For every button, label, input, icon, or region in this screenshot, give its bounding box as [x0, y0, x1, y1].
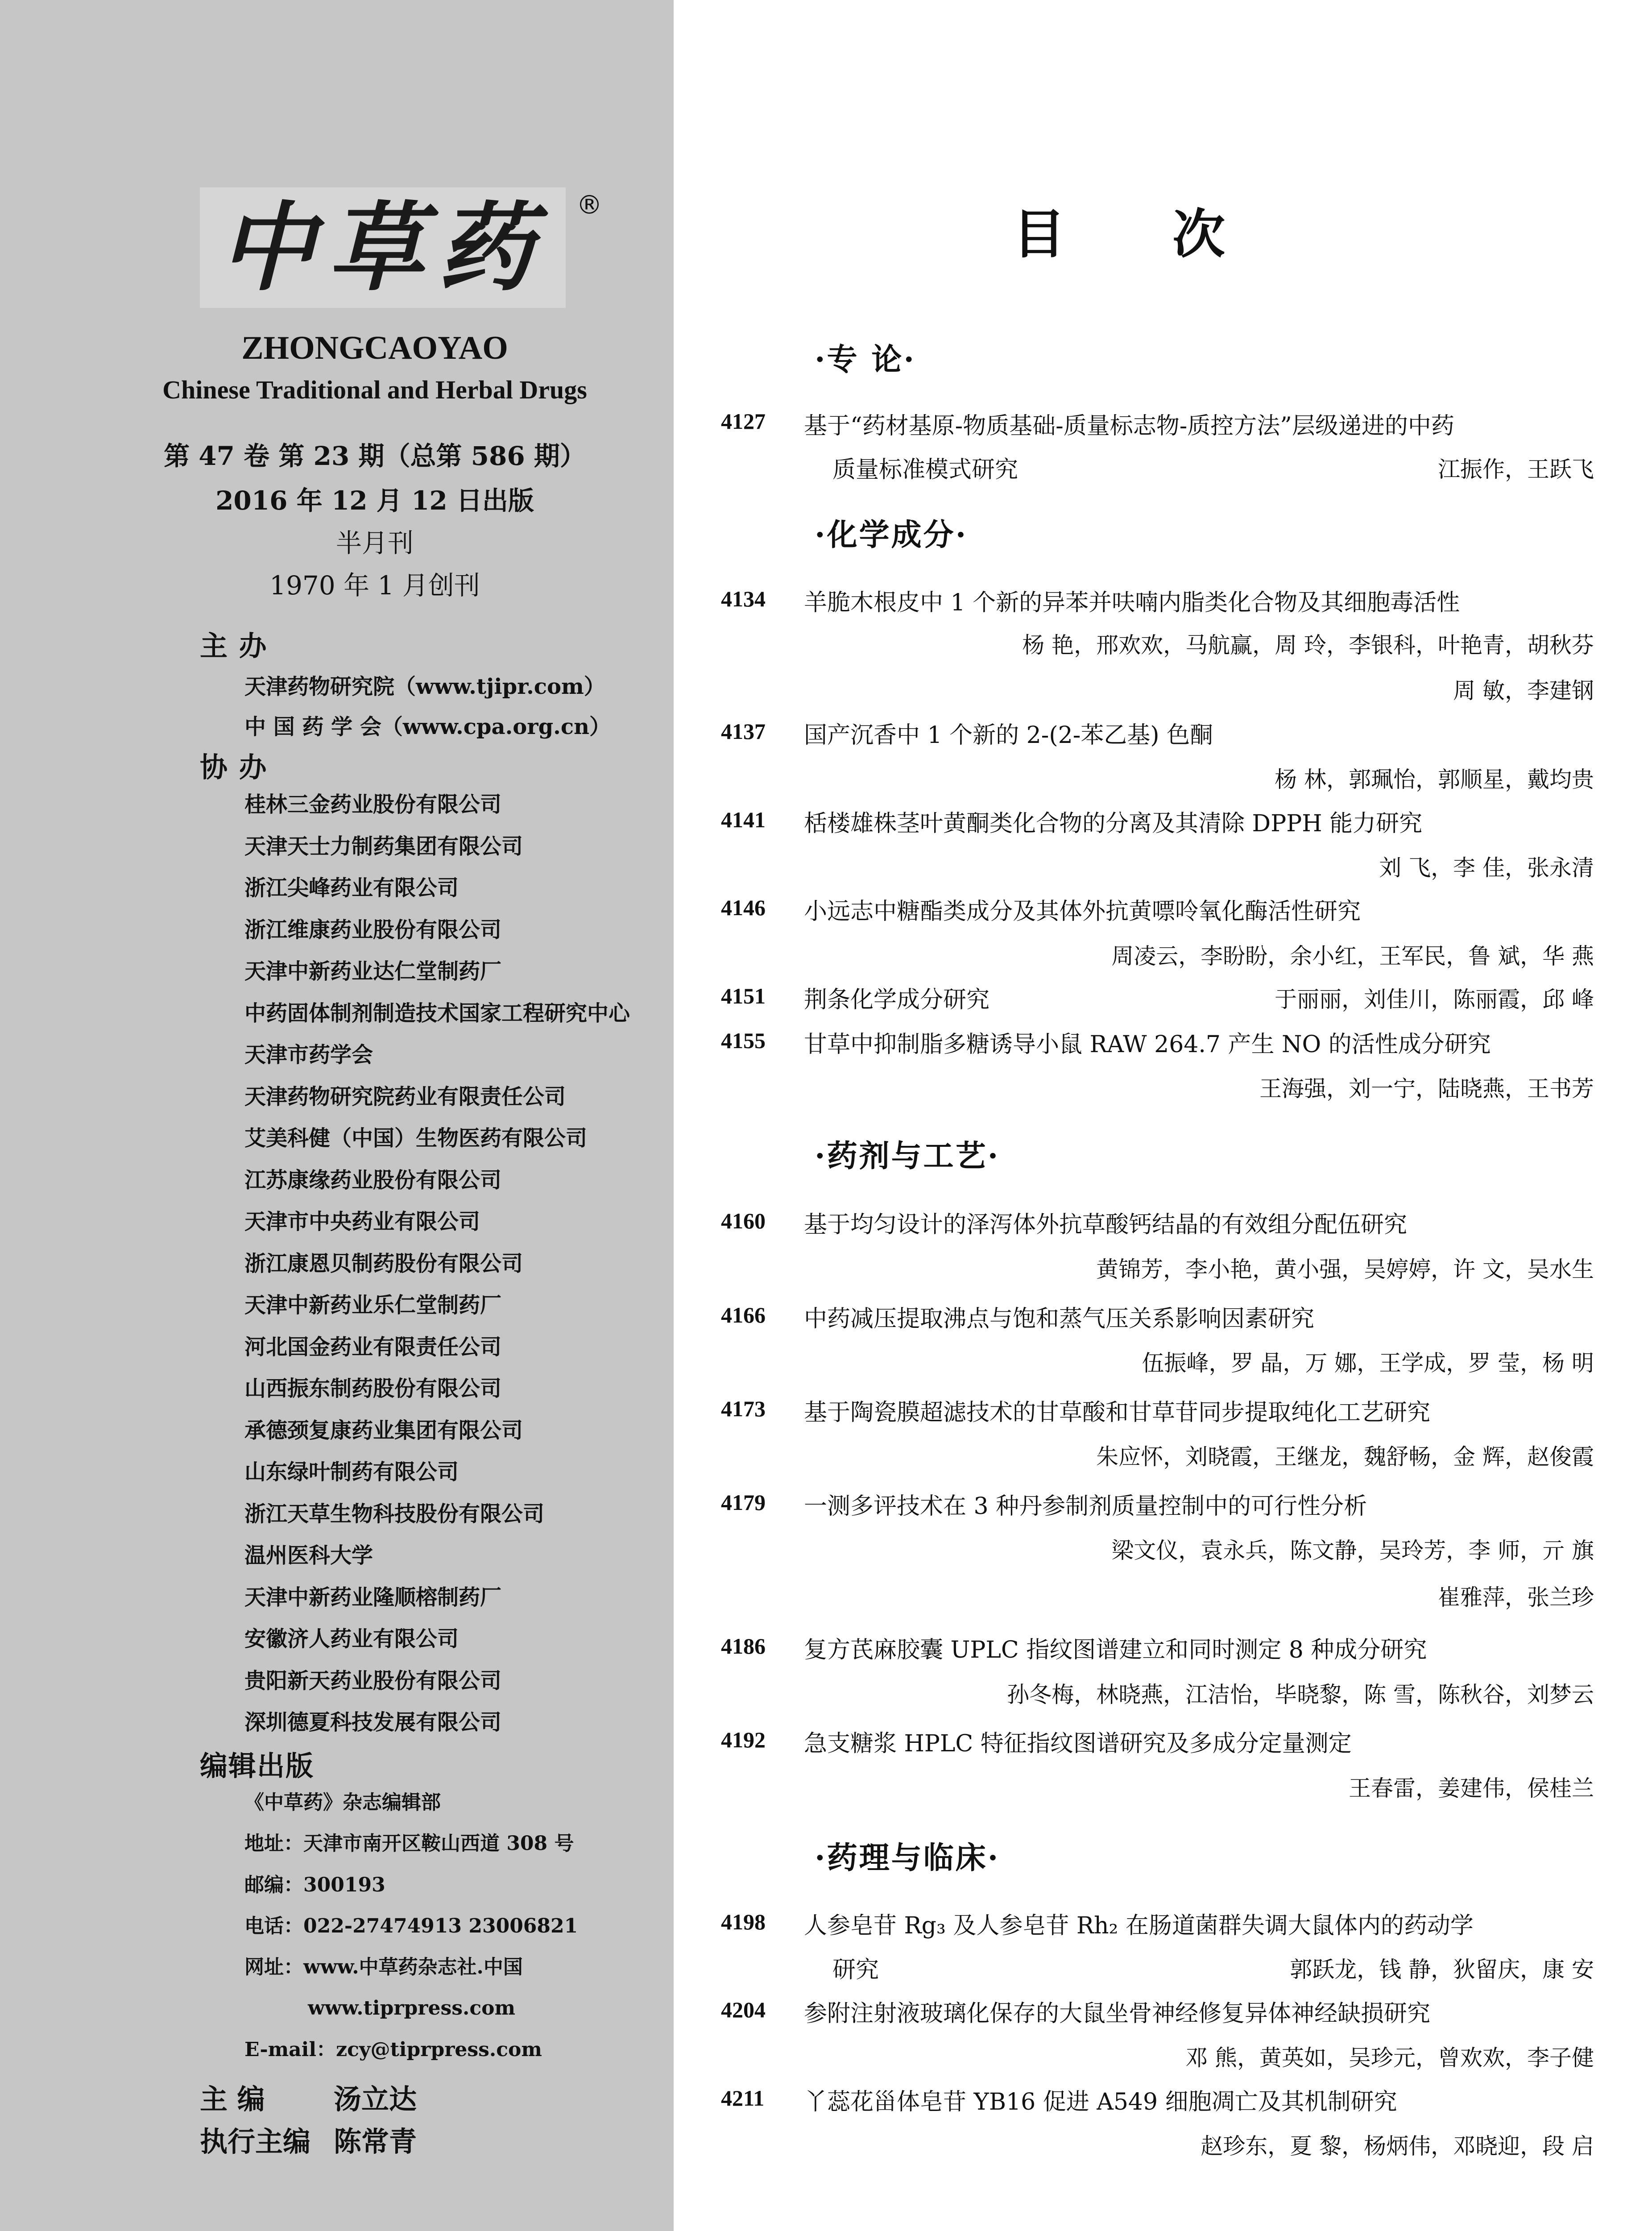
article-page-number: 4204: [721, 1997, 766, 2022]
article-page-number: 4198: [721, 1909, 766, 1934]
co-sponsor-item: 天津市药学会: [244, 1042, 373, 1067]
article-title[interactable]: 羊脆木根皮中 1 个新的异苯并呋喃内脂类化合物及其细胞毒活性: [804, 589, 1460, 616]
co-sponsor-item: 天津天士力制药集团有限公司: [244, 834, 523, 859]
chief-editor-role: 主 编: [200, 2083, 265, 2115]
sponsor-item: 天津药物研究院（www.tjipr.com）: [244, 674, 605, 699]
co-sponsor-item: 天津中新药业达仁堂制药厂: [244, 959, 502, 984]
co-sponsor-item: 河北国金药业有限责任公司: [244, 1334, 502, 1360]
article-authors: 于丽丽，刘佳川，陈丽霞，邱 峰: [1275, 987, 1594, 1012]
article-authors: 邓 熊，黄英如，吴珍元，曾欢欢，李子健: [1185, 2045, 1594, 2071]
chief-editor-name: 汤立达: [334, 2083, 417, 2115]
article-title[interactable]: 基于“药材基原-物质基础-质量标志物-质控方法”层级递进的中药: [804, 413, 1454, 440]
founded-date: 1970 年 1 月创刊: [269, 570, 480, 601]
executive-editor-name: 陈常青: [334, 2125, 417, 2158]
article-authors: 王海强，刘一宁，陆晓燕，王书芳: [1259, 1076, 1594, 1102]
executive-editor-role: 执行主编: [200, 2125, 311, 2158]
article-authors: 周凌云，李盼盼，余小红，王军民，鲁 斌，华 燕: [1111, 943, 1594, 969]
co-sponsor-item: 贵阳新天药业股份有限公司: [244, 1668, 502, 1693]
article-title[interactable]: 国产沉香中 1 个新的 2-(2-苯乙基) 色酮: [804, 722, 1213, 749]
co-sponsor-item: 天津药物研究院药业有限责任公司: [244, 1084, 566, 1109]
article-page-number: 4137: [721, 719, 766, 744]
journal-logo-text: 中草药: [219, 191, 547, 304]
toc-title: 目次: [1013, 203, 1333, 265]
article-authors: 伍振峰，罗 晶，万 娜，王学成，罗 莹，杨 明: [1142, 1350, 1594, 1376]
article-authors: 周 敏，李建钢: [1453, 678, 1594, 704]
article-page-number: 4192: [721, 1727, 766, 1752]
article-title[interactable]: 荆条化学成分研究: [804, 987, 990, 1013]
article-title[interactable]: 一测多评技术在 3 种丹参制剂质量控制中的可行性分析: [804, 1493, 1367, 1520]
article-page-number: 4179: [721, 1490, 766, 1515]
journal-logo: [200, 187, 566, 308]
article-title[interactable]: 急支糖浆 HPLC 特征指纹图谱研究及多成分定量测定: [804, 1730, 1352, 1757]
co-sponsor-item: 天津中新药业乐仁堂制药厂: [244, 1293, 502, 1318]
article-title[interactable]: 复方芪麻胶囊 UPLC 指纹图谱建立和同时测定 8 种成分研究: [804, 1637, 1427, 1663]
article-authors: 杨 林，郭珮怡，郭顺星，戴均贵: [1275, 767, 1594, 792]
co-sponsor-heading: 协 办: [200, 751, 268, 784]
article-authors: 朱应怀，刘晓霞，王继龙，魏舒畅，金 辉，赵俊霞: [1096, 1444, 1594, 1470]
article-authors: 梁文仪，袁永兵，陈文静，吴玲芳，李 师，亓 旗: [1111, 1538, 1594, 1563]
article-authors: 刘 飞，李 佳，张永清: [1379, 855, 1594, 881]
journal-english-subtitle: Chinese Traditional and Herbal Drugs: [162, 375, 587, 404]
executive-editor: [200, 2119, 417, 2159]
article-authors: 郭跃龙，钱 静，狄留庆，康 安: [1290, 1957, 1594, 1982]
category-heading: ·药理与临床·: [815, 1840, 1000, 1876]
article-page-number: 4211: [721, 2086, 765, 2111]
article-page-number: 4186: [721, 1634, 766, 1659]
article-title[interactable]: 人参皂苷 Rg₃ 及人参皂苷 Rh₂ 在肠道菌群失调大鼠体内的药动学: [804, 1912, 1474, 1939]
co-sponsor-item: 艾美科健（中国）生物医药有限公司: [244, 1126, 588, 1151]
article-page-number: 4134: [721, 586, 766, 611]
table-of-contents: [674, 0, 1652, 2231]
publisher-website: 网址：www.中草药杂志社.中国: [244, 1956, 523, 1979]
co-sponsor-item: 中药固体制剂制造技术国家工程研究中心: [244, 1000, 630, 1026]
masthead-sidebar: [0, 0, 674, 2231]
co-sponsor-item: 天津市中央药业有限公司: [244, 1209, 480, 1234]
publisher-postcode: 邮编：300193: [244, 1873, 385, 1896]
publisher-email: E-mail：zcy@tiprpress.com: [244, 2038, 542, 2061]
co-sponsor-item: 温州医科大学: [244, 1543, 373, 1568]
article-page-number: 4146: [721, 895, 766, 920]
publisher-phone: 电话：022-27474913 23006821: [244, 1914, 578, 1937]
co-sponsor-item: 安徽济人药业有限公司: [244, 1626, 459, 1651]
journal-english-title: ZHONGCAOYAO: [241, 330, 508, 366]
article-title[interactable]: 小远志中糖酯类成分及其体外抗黄嘌呤氧化酶活性研究: [804, 898, 1361, 925]
article-page-number: 4127: [721, 409, 766, 434]
co-sponsor-item: 桂林三金药业股份有限公司: [244, 792, 502, 817]
article-page-number: 4141: [721, 807, 766, 832]
article-title[interactable]: 基于陶瓷膜超滤技术的甘草酸和甘草苷同步提取纯化工艺研究: [804, 1399, 1431, 1426]
article-page-number: 4166: [721, 1302, 766, 1327]
co-sponsor-item: 浙江维康药业股份有限公司: [244, 917, 502, 942]
co-sponsor-item: 深圳德夏科技发展有限公司: [244, 1710, 502, 1735]
category-heading: ·化学成分·: [815, 517, 968, 553]
co-sponsor-item: 山西振东制药股份有限公司: [244, 1376, 502, 1401]
registered-mark: ®: [576, 190, 602, 220]
co-sponsor-item: 江苏康缘药业股份有限公司: [244, 1167, 502, 1193]
article-page-number: 4151: [721, 983, 766, 1008]
publisher-office: 《中草药》杂志编辑部: [244, 1791, 441, 1814]
issue-info: 第 47 卷 第 23 期（总第 586 期）: [164, 441, 586, 471]
article-title-continued[interactable]: 质量标准模式研究: [832, 456, 1019, 483]
article-title[interactable]: 参附注射液玻璃化保存的大鼠坐骨神经修复异体神经缺损研究: [804, 2000, 1431, 2027]
sponsor-heading: 主 办: [200, 630, 268, 662]
article-authors: 杨 艳，邢欢欢，马航赢，周 玲，李银科，叶艳青，胡秋芬: [1022, 632, 1594, 658]
co-sponsor-item: 天津中新药业隆顺榕制药厂: [244, 1584, 502, 1610]
article-title[interactable]: 栝楼雄株茎叶黄酮类化合物的分离及其清除 DPPH 能力研究: [804, 810, 1423, 837]
article-authors: 赵珍东，夏 黎，杨炳伟，邓晓迎，段 启: [1201, 2133, 1594, 2159]
co-sponsor-item: 浙江尖峰药业有限公司: [244, 875, 459, 900]
article-page-number: 4155: [721, 1028, 766, 1053]
article-authors: 黄锦芳，李小艳，黄小强，吴婷婷，许 文，吴水生: [1096, 1256, 1594, 1282]
co-sponsor-list: [244, 791, 630, 1751]
article-authors: 江振作，王跃飞: [1438, 456, 1594, 482]
article-title[interactable]: 甘草中抑制脂多糖诱导小鼠 RAW 264.7 产生 NO 的活性成分研究: [804, 1031, 1491, 1058]
article-title[interactable]: 丫蕊花甾体皂苷 YB16 促进 A549 细胞凋亡及其机制研究: [804, 2089, 1397, 2115]
category-heading: ·药剂与工艺·: [815, 1138, 1000, 1174]
category-heading: ·专 论·: [815, 342, 916, 377]
co-sponsor-item: 浙江天草生物科技股份有限公司: [244, 1501, 545, 1526]
publisher-address: 地址：天津市南开区鞍山西道 308 号: [244, 1832, 574, 1855]
chief-editor: [200, 2077, 417, 2117]
co-sponsor-item: 山东绿叶制药有限公司: [244, 1460, 459, 1485]
article-title-continued[interactable]: 研究: [832, 1957, 879, 1983]
article-authors: 孙冬梅，林晓燕，江洁怡，毕晓黎，陈 雪，陈秋谷，刘梦云: [1007, 1682, 1594, 1708]
publication-date: 2016 年 12 月 12 日出版: [215, 485, 534, 516]
publisher-info: [244, 1789, 578, 2078]
co-sponsor-item: 承德颈复康药业集团有限公司: [244, 1418, 523, 1443]
article-title[interactable]: 基于均匀设计的泽泻体外抗草酸钙结晶的有效组分配伍研究: [804, 1211, 1408, 1238]
article-authors: 王春雷，姜建伟，侯桂兰: [1349, 1775, 1594, 1801]
publisher-heading: 编辑出版: [200, 1750, 315, 1782]
co-sponsor-item: 浙江康恩贝制药股份有限公司: [244, 1251, 523, 1276]
sponsor-item: 中 国 药 学 会（www.cpa.org.cn）: [244, 714, 611, 739]
article-page-number: 4160: [721, 1208, 766, 1233]
article-authors: 崔雅萍，张兰珍: [1438, 1584, 1594, 1610]
article-title[interactable]: 中药减压提取沸点与饱和蒸气压关系影响因素研究: [804, 1306, 1315, 1332]
publication-frequency: 半月刊: [335, 528, 414, 558]
article-page-number: 4173: [721, 1396, 766, 1421]
publisher-website-alt: www.tiprpress.com: [308, 1997, 516, 2020]
